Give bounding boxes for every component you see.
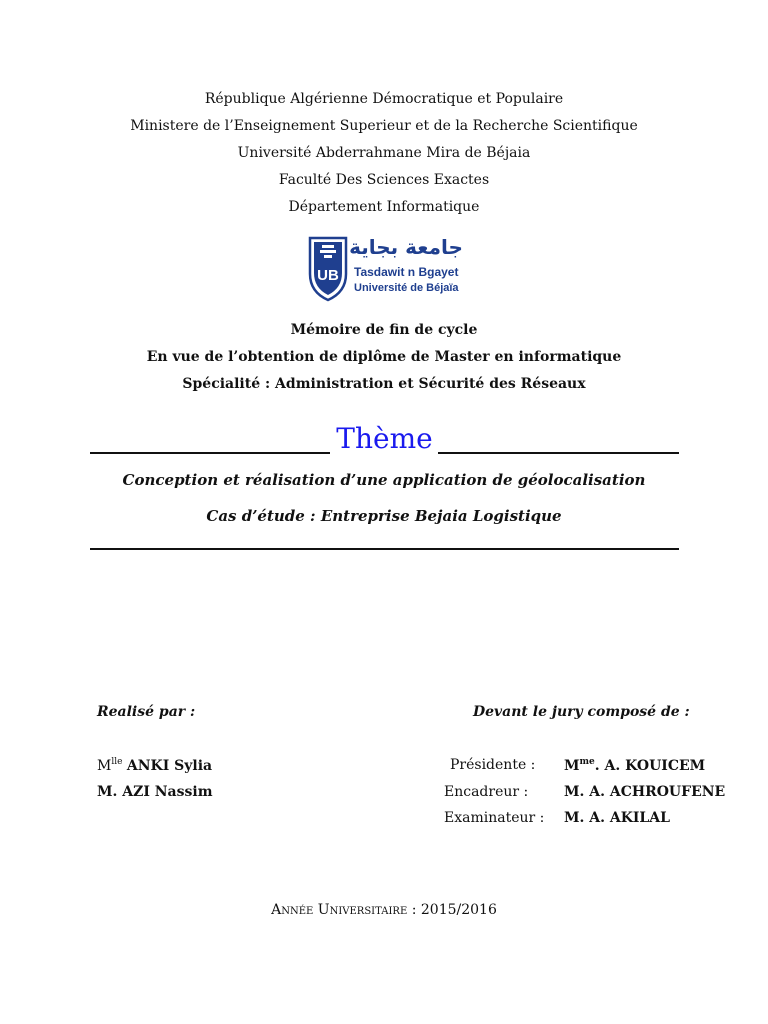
memoire-title: Mémoire de fin de cycle <box>290 322 478 338</box>
author-2: M. AZI Nassim <box>97 784 213 800</box>
jury-member-president <box>564 757 705 774</box>
author-1-title: lle <box>111 757 123 767</box>
jury-role-president: Présidente : <box>450 757 536 773</box>
theme-header <box>90 420 679 460</box>
logo-arabic-text: جامعة بجاية <box>349 235 463 259</box>
jury-heading: Devant le jury composé de : <box>473 704 690 720</box>
academic-year-label: Année Universitaire <box>271 902 408 918</box>
memoire-diploma: En vue de l’obtention de diplôme de Master en informatique <box>146 349 622 365</box>
header-ministry: Ministere de l’Enseignement Superieur et de la Recherche Scientifique <box>130 118 638 134</box>
header-department: Département Informatique <box>288 199 480 215</box>
jury-member-1-name: . A. KOUICEM <box>594 758 706 774</box>
header-republic: République Algérienne Démocratique et Populaire <box>204 91 564 107</box>
academic-year-value: : 2015/2016 <box>411 902 497 918</box>
jury-member-examinateur: M. A. AKILAL <box>564 810 670 826</box>
jury-role-examinateur: Examinateur : <box>444 810 545 826</box>
logo-universite-text: Université de Béjaïa <box>354 282 459 294</box>
jury-role-encadreur: Encadreur : <box>444 784 529 800</box>
logo-tasdawit-text: Tasdawit n Bgayet <box>354 265 459 279</box>
jury-member-1-title: me <box>579 757 595 767</box>
svg-text:UB: UB <box>317 267 339 284</box>
header-university: Université Abderrahmane Mira de Béjaia <box>237 145 531 161</box>
theme-rule-right <box>438 452 679 454</box>
header-faculty: Faculté Des Sciences Exactes <box>278 172 490 188</box>
jury-member-encadreur: M. A. ACHROUFENE <box>564 784 726 800</box>
memoire-speciality: Spécialité : Administration et Sécurité des Réseaux <box>182 376 586 392</box>
academic-year <box>0 902 768 918</box>
thesis-subtitle: Cas d’étude : Entreprise Bejaia Logistique <box>206 507 562 525</box>
author-1 <box>97 757 212 774</box>
author-1-name: ANKI Sylia <box>126 758 213 774</box>
university-logo <box>304 230 469 306</box>
theme-bottom-rule <box>90 548 679 550</box>
authors-heading: Realisé par : <box>97 704 196 720</box>
theme-label: Thème <box>336 422 433 455</box>
author-1-prefix: M <box>97 758 112 774</box>
theme-rule-left <box>90 452 330 454</box>
thesis-title: Conception et réalisation d’une application de géolocalisation <box>122 471 646 489</box>
jury-member-1-prefix: M <box>564 758 580 774</box>
